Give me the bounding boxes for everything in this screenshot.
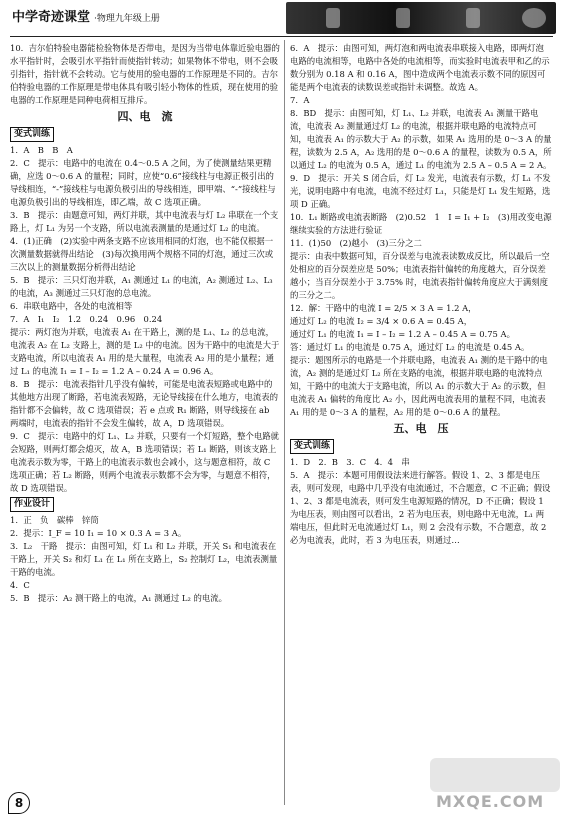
answer-item: 10. L₁ 断路或电流表断路 (2)0.52 1 I = I₁ + I₂ (3)用改变电源继续实验的方法进行验证 <box>290 212 552 235</box>
answer-item: 7. A <box>290 95 310 105</box>
answer-item: 6. 串联电路中，各处的电流相等 <box>10 301 133 311</box>
answer-item: 2. C 提示：电路中的电流在 0.4～0.5 A 之间，为了使测量结果更精确，应选 0～0.6 A 的量程；同时，应使“0.6”接线柱与电源正极引出的导线相连，“-”接线柱与电源负极引出的导线相连，即甲端、“-”接线柱与电源负极引出的导线相连，即乙端，故 C 选项正确。 <box>10 158 276 207</box>
answer-item: 6. A 提示：由图可知，两灯泡和两电流表串联接入电路，即两灯泡电路的电流相等，电路中各处的电流相等，而实验时电流表甲和乙的示数分别为 0.18 A 和 0.16 A，图中造成两个电流表示数不同的原因可能是两个电流表的读数误差或指针未调整。故选 A。 <box>290 43 550 92</box>
section-label: 变式训练 <box>10 127 54 142</box>
watermark-url: MXQE.COM <box>436 792 545 811</box>
answer-item: 1. A B B A <box>10 145 73 155</box>
section-label: 作业设计 <box>10 497 54 512</box>
page-header <box>0 0 563 38</box>
answer-item: 5. B 提示：A₂ 测干路上的电流，A₁ 测通过 L₂ 的电流。 <box>10 593 227 603</box>
answer-item: 5. B 提示：三只灯泡并联，A₁ 测通过 L₁ 的电流，A₂ 测通过 L₂、L₃ 的电流，A₃ 测通过三只灯泡的总电流。 <box>10 275 276 298</box>
answer-item: 8. B 提示：电流表指针几乎没有偏转，可能是电流表短路或电路中的其他地方出现了断路，若电流表短路，无论导线接在什么地方，电流表的指针都不会偏转，故 C 选项错误；若 e 点或 R₁ 断路，则导线接在 ab 两端时，电流表的指针不会发生偏转，故 A，D 选项错误。 <box>10 379 278 428</box>
answer-item: 8. BD 提示：由图可知，灯 L₁、L₂ 并联，电流表 A₁ 测量干路电流，电流表 A₂ 测量通过灯 L₂ 的电流，根据并联电路的电流特点可知，电流表 A₁ 的示数大于 A₂ 的示数，如果 A₁ 选用的是 0～3 A 的量程，读数为 2.5 A，A₂ 选用的是 0～0.6 A 的量程，读数为 0.5 A，所以通过 L₂ 的电流为 0.5 A，通过 L₁ 的电流为 2.5 A – 0.5 A = 2 A。 <box>290 108 552 170</box>
watermark <box>430 758 560 816</box>
section-title: 五、电 压 <box>393 422 449 435</box>
answer-item: 11. (1)50 (2)越小 (3)三分之二 提示：由表中数据可知，百分误差与电流表读数成反比，所以最后一空处相应的百分误差应是 50%；电流表指针偏转的角度越大，百分误差越小；当百分误差小于 3.75% 时，电流表指针偏转角度应大于满刻度的三分之二。 <box>290 238 550 300</box>
answer-item: 2. 提示：I_F = 10 I₁ = 10 × 0.3 A = 3 A。 <box>10 528 187 538</box>
answer-item: 12. 解：干路中的电流 I = 2/5 × 3 A = 1.2 A， 通过灯 L₂ 的电流 I₂ = 3/4 × 0.6 A = 0.45 A， 通过灯 L₁ 的电流 I₁ = I – I₂ = 1.2 A – 0.45 A = 0.75 A。 答：通过灯 L₁ 的电流是 0.75 A，通过灯 L₂ 的电流是 0.45 A。 提示：题图所示的电路是一个并联电路，电流表 A₁ 测的是干路中的电流，A₂ 测的是通过灯 L₂ 所在支路的电流，根据并联电路的电流特点知，干路中的电流大于支路电流，所以 A₁ 的示数大于 A₂ 的示数，但电流表 A₁ 偏转的角度比 A₂ 小，因此两电流表用的量程不同，电流表 A₁ 用的是 0～3 A 的量程，A₂ 用的是 0～0.6 A 的量程。 <box>290 303 548 417</box>
right-column <box>290 42 552 547</box>
answer-item: 4. C <box>10 580 30 590</box>
header-divider <box>10 36 553 37</box>
watermark-logo <box>430 758 560 792</box>
answer-item: 9. C 提示：电路中的灯 L₁、L₂ 并联，只要有一个灯短路，整个电路就会短路，则两灯都会熄灭，故 A，B 选项错误；若 L₁ 断路，则该支路上电流表示数为零，干路上的电流表示数也会减小，这与题意相符，故 C 选项正确；若 L₂ 断路，则两个电流表示数都不会为零，与题意不相符，故 D 选项错误。 <box>10 431 280 493</box>
left-column <box>10 42 280 605</box>
section-title: 四、电 流 <box>117 110 173 123</box>
banner-figure-icon <box>396 8 410 28</box>
book-subtitle: ·物理九年级上册 <box>94 14 160 24</box>
book-title: 中学奇迹课堂 <box>12 10 91 25</box>
banner-planet-icon <box>522 8 546 28</box>
page-number: 8 <box>8 792 30 814</box>
section-label-row <box>10 125 280 144</box>
banner-figure-icon <box>326 8 340 28</box>
column-divider <box>284 40 285 805</box>
answer-item: 10. 吉尔伯特验电器能检验物体是否带电，是因为当带电体靠近验电器的水平指针时，会吸引水平指针而使指针转动；如果物体不带电，则不会吸引指针，指针就不会转动。它与使用的验电器的工作原理是不同的。吉尔伯特验电器的工作原理是带电体具有吸引轻小物体的性质，现在使用的验电器的工作原理是同种电荷相互排斥。 <box>10 43 280 105</box>
section-label: 变式训练 <box>290 439 334 454</box>
answer-item: 1. 正 负 碳棒 锌筒 <box>10 515 99 525</box>
section-label-row <box>10 495 280 514</box>
answer-item: 9. D 提示：开关 S 闭合后，灯 L₂ 发光，电流表有示数，灯 L₁ 不发光，说明电路中有电流，电流不经过灯 L₁，只能是灯 L₁ 发生短路，选项 D 正确。 <box>290 173 551 209</box>
answer-item: 7. A I₁ I₂ 1.2 0.24 0.96 0.24 提示：两灯泡为并联，电流表 A₁ 在干路上，测的是 L₁、L₂ 的总电流，电流表 A₂ 在 L₂ 支路上，测的是 L₂ 中的电流。因为干路中的电流是大于支路电流，所以电流表 A₁ 用的是大量程，电流表 A₂ 用的是小量程；通过 L₁ 的电流 I₁ = I – I₂ = 1.2 A – 0.24 A = 0.96 A。 <box>10 314 280 376</box>
answer-item: 3. B 提示：由题意可知，两灯并联，其中电流表与灯 L₂ 串联在一个支路上，灯 L₁ 为另一个支路，所以电流表测量的是通过灯 L₂ 的电流。 <box>10 210 279 233</box>
answer-item: 3. L₂ 干路 提示：由图可知，灯 L₁ 和 L₂ 并联，开关 S₁ 和电流表在干路上，开关 S₂ 和灯 L₁ 在 L₁ 所在支路上，S₂ 控制灯 L₂，电流表测量干路的电流。 <box>10 541 278 577</box>
section-label-row <box>290 437 552 456</box>
answer-item: 1. D 2. B 3. C 4. 4 串 <box>290 457 410 467</box>
answer-item: 5. A 提示：本题可用假设法来进行解答。假设 1、2、3 都是电压表，则可发现，电路中几乎没有电流通过，不合题意，C 不正确；假设 1、2、3 都是电流表，则可发生电源短路的情况，D 不正确；假设 1 为电压表，则由图可以看出，2 若为电压表，则电路中无电流，L₁ 两端电压，但此时无电流通过灯 L₁，则 2 会没有示数，不合题意，故 2 必为电流表，此时，若 3 为电压表，则通过… <box>290 470 553 545</box>
banner-figure-icon <box>466 8 480 28</box>
answer-item: 4. (1)正确 (2)实验中两条支路不应该用相同的灯泡，也不能仅根据一次测量数据就得出结论 (3)每次换用两个规格不同的灯泡，通过三次或三次以上的测量数据分析得出结论 <box>10 236 274 272</box>
header-banner-image <box>286 2 556 34</box>
header-title <box>12 6 160 25</box>
